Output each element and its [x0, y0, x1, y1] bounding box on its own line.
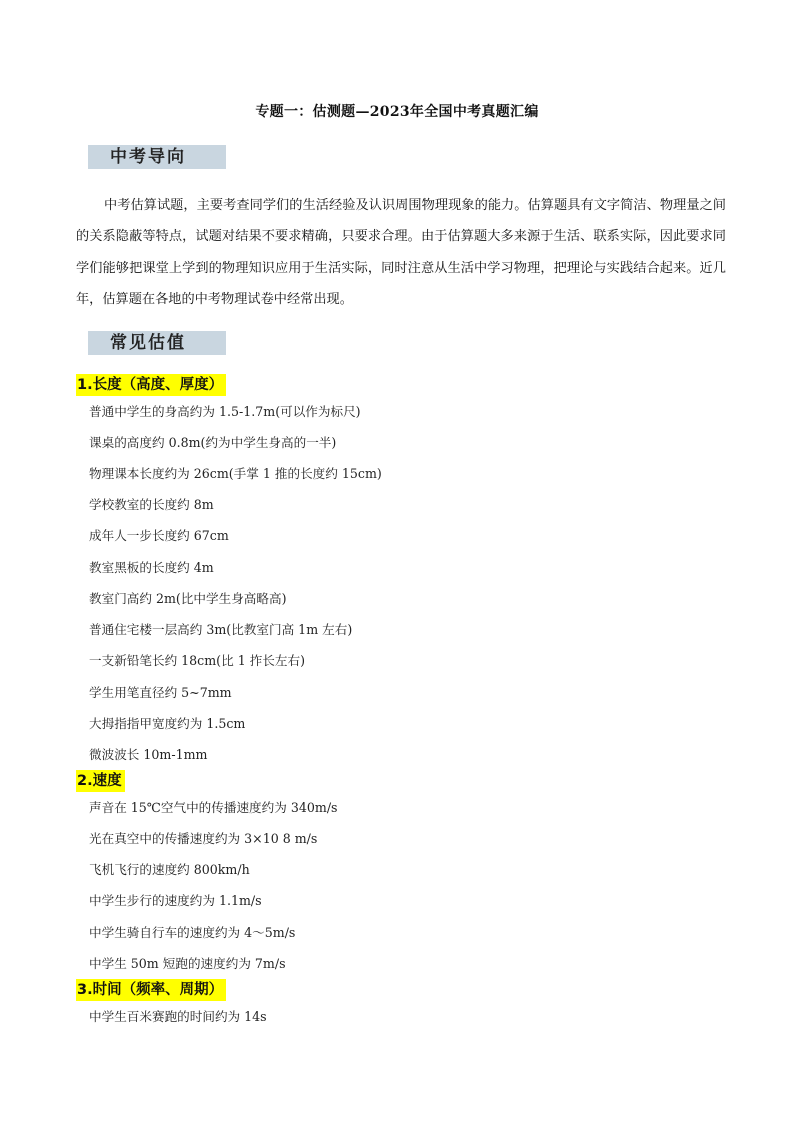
intro-paragraph: 中考估算试题，主要考查同学们的生活经验及认识周围物理现象的能力。估算题具有文字简洁、物理量之间的关系隐蔽等特点，试题对结果不要求精确，只要求合理。由于估算题大多来源于生活、联系实际，因此要求同学们能够把课堂上学到的物理知识应用于生活实际，同时注意从生活中学习物理，把理论与实践结合起来。近几年，估算题在各地的中考物理试卷中经常出现。: [76, 198, 726, 308]
list-item: 普通中学生的身高约为 1.5-1.7m(可以作为标尺): [89, 404, 361, 419]
list-item: 普通住宅楼一层高约 3m(比教室门高 1m 左右): [89, 622, 353, 637]
category-heading-speed: 2.速度: [76, 770, 125, 792]
category-heading-time: 3.时间（频率、周期）: [76, 979, 226, 1001]
list-item: 声音在 15℃空气中的传播速度约为 340m/s: [89, 800, 338, 815]
list-item: 学生用笔直径约 5~7mm: [89, 685, 232, 700]
document-title: 专题一：估测题—2023年全国中考真题汇编: [255, 104, 539, 120]
list-item: 微波波长 10m-1mm: [89, 747, 208, 762]
list-item: 学校教室的长度约 8m: [89, 497, 214, 512]
list-item: 一支新铅笔长约 18cm(比 1 拃长左右): [89, 653, 305, 668]
list-item: 成年人一步长度约 67cm: [89, 528, 229, 543]
category-heading-length: 1.长度（高度、厚度）: [76, 374, 226, 396]
list-item: 物理课本长度约为 26cm(手掌 1 推的长度约 15cm): [89, 466, 382, 481]
section-heading-common-estimates: 常见估值: [88, 331, 226, 355]
list-item: 大拇指指甲宽度约为 1.5cm: [89, 716, 246, 731]
list-item: 光在真空中的传播速度约为 3×10 8 m/s: [89, 831, 318, 846]
list-item: 飞机飞行的速度约 800km/h: [89, 862, 250, 877]
list-item: 中学生 50m 短跑的速度约为 7m/s: [89, 956, 286, 971]
list-item: 中学生步行的速度约为 1.1m/s: [89, 893, 262, 908]
list-item: 课桌的高度约 0.8m(约为中学生身高的一半): [89, 435, 337, 450]
list-item: 中学生百米赛跑的时间约为 14s: [89, 1009, 267, 1024]
section-heading-exam-guidance: 中考导向: [88, 145, 226, 169]
list-item: 教室门高约 2m(比中学生身高略高): [89, 591, 287, 606]
list-item: 中学生骑自行车的速度约为 4～5m/s: [89, 925, 296, 940]
list-item: 教室黑板的长度约 4m: [89, 560, 214, 575]
